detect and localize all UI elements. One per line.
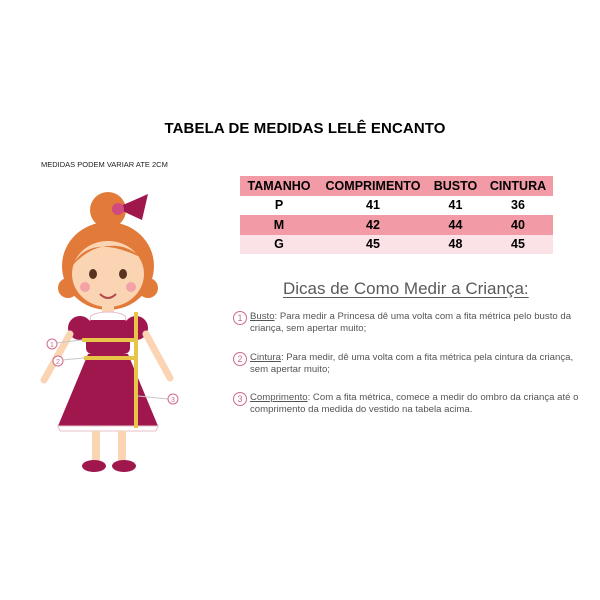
cell-waist: 45 — [483, 235, 553, 255]
cell-size: M — [240, 215, 318, 235]
cell-length: 41 — [318, 196, 428, 216]
cell-waist: 36 — [483, 196, 553, 216]
tape-waist — [84, 356, 134, 360]
tip-label: Cintura — [250, 352, 281, 363]
cell-bust: 48 — [428, 235, 483, 255]
bodice — [86, 320, 130, 354]
page-title: TABELA DE MEDIDAS LELÊ ENCANTO — [164, 120, 446, 137]
tape-bust — [82, 338, 136, 342]
eye-right — [119, 269, 127, 279]
tape-length — [134, 312, 138, 428]
cell-bust: 44 — [428, 215, 483, 235]
tip-bust — [233, 311, 583, 335]
tip-number: 2 — [233, 352, 247, 366]
variation-note: MEDIDAS PODEM VARIAR ATE 2CM — [41, 160, 168, 169]
cell-size: G — [240, 235, 318, 255]
eye-left — [89, 269, 97, 279]
tips-title: Dicas de Como Medir a Criança: — [283, 279, 529, 298]
table-row — [240, 215, 553, 235]
girl-illustration — [30, 188, 190, 488]
cell-length: 45 — [318, 235, 428, 255]
tip-label: Busto — [250, 311, 275, 322]
cell-length: 42 — [318, 215, 428, 235]
tip-text: : Para medir a Princesa dê uma volta com a fita métrica pelo busto da criança, sem apertar muito; — [250, 311, 572, 334]
header-busto: BUSTO — [428, 176, 483, 196]
header-tamanho: TAMANHO — [240, 176, 318, 196]
tip-waist — [233, 352, 583, 376]
tip-text: : Para medir, dê uma volta com a fita métrica pela cintura da criança, sem apertar muito; — [250, 352, 574, 375]
header-cintura: CINTURA — [483, 176, 553, 196]
cell-waist: 40 — [483, 215, 553, 235]
tip-label: Comprimento — [250, 392, 308, 403]
tip-number: 1 — [233, 311, 247, 325]
skirt — [58, 354, 158, 426]
tip-length — [233, 392, 583, 416]
marker-1-label: 1 — [50, 342, 54, 349]
table-row — [240, 235, 553, 255]
table-header-row — [240, 176, 553, 196]
marker-2-label: 2 — [56, 359, 60, 366]
tip-text: : Com a fita métrica, comece a medir do ombro da criança até o comprimento da medida do vestido na tabela acima. — [250, 392, 579, 415]
table-row — [240, 196, 553, 216]
marker-3-label: 3 — [171, 397, 175, 404]
header-comprimento: COMPRIMENTO — [318, 176, 428, 196]
cell-size: P — [240, 196, 318, 216]
cell-bust: 41 — [428, 196, 483, 216]
size-table — [240, 176, 553, 254]
tip-number: 3 — [233, 392, 247, 406]
